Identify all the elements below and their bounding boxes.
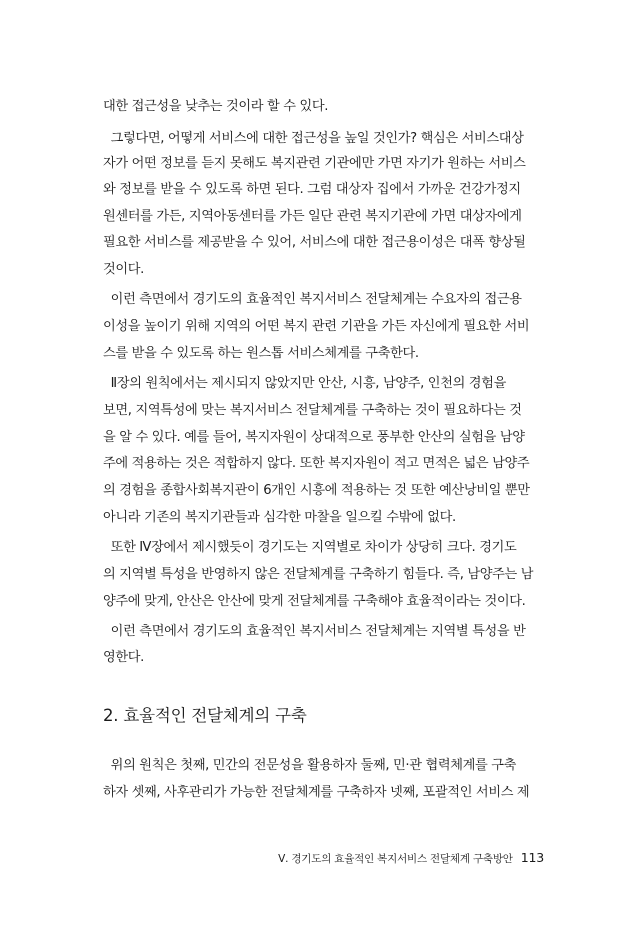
body-line-3: 자가 어떤 정보를 듣지 못해도 복지관련 기관에만 가면 자기가 원하는 서비스 xyxy=(103,156,526,171)
body-line-18: 의 지역별 특성을 반영하지 않은 전달체계를 구축하기 힘들다. 즉, 남양주는 남 xyxy=(103,567,534,582)
body-line-8: 이런 측면에서 경기도의 효율적인 복지서비스 전달체계는 수요자의 접근용 xyxy=(103,292,522,307)
body-line-9: 이성을 높이기 위해 지역의 어떤 복지 관련 기관을 가든 자신에게 필요한 서비 xyxy=(103,319,530,334)
body-line-11: Ⅱ장의 원칙에서는 제시되지 않았지만 안산, 시흥, 남양주, 인천의 경험을 xyxy=(103,376,506,391)
section-line-2: 하자 셋째, 사후관리가 가능한 전달체계를 구축하자 넷째, 포괄적인 서비스 제 xyxy=(103,785,530,800)
body-line-20: 이런 측면에서 경기도의 효율적인 복지서비스 전달체계는 지역별 특성을 반 xyxy=(103,624,526,639)
page-number: 113 xyxy=(520,850,544,865)
body-line-6: 필요한 서비스를 제공받을 수 있어, 서비스에 대한 접근용이성은 대폭 향상될 xyxy=(103,235,526,250)
body-line-10: 스를 받을 수 있도록 하는 원스톱 서비스체계를 구축한다. xyxy=(103,346,419,361)
body-line-13: 을 알 수 있다. 예를 들어, 복지자원이 상대적으로 풍부한 안산의 실험을 남양 xyxy=(103,430,525,445)
body-line-4: 와 정보를 받을 수 있도록 하면 된다. 그럼 대상자 집에서 가까운 건강가정지 xyxy=(103,182,521,197)
body-line-5: 원센터를 가든, 지역아동센터를 가든 일단 관련 복지기관에 가면 대상자에게 xyxy=(103,209,522,224)
body-line-17: 또한 Ⅳ장에서 제시했듯이 경기도는 지역별로 차이가 상당히 크다. 경기도 xyxy=(103,540,517,555)
body-line-15: 의 경험을 종합사회복지관이 6개인 시흥에 적용하는 것 또한 예산낭비일 뿐만 xyxy=(103,483,530,498)
body-line-7: 것이다. xyxy=(103,262,145,277)
body-line-1: 대한 접근성을 낮추는 것이라 할 수 있다. xyxy=(103,99,329,114)
body-line-19: 양주에 맞게, 안산은 안산에 맞게 전달체계를 구축해야 효율적이라는 것이다. xyxy=(103,594,526,609)
page-footer xyxy=(278,851,544,866)
body-line-16: 아니라 기존의 복지기관들과 심각한 마찰을 일으킬 수밖에 없다. xyxy=(103,510,456,525)
body-line-12: 보면, 지역특성에 맞는 복지서비스 전달체계를 구축하는 것이 필요하다는 것 xyxy=(103,403,522,418)
body-line-14: 주에 적용하는 것은 적합하지 않다. 또한 복지자원이 적고 면적은 넓은 남양주 xyxy=(103,456,530,471)
running-title: Ⅴ. 경기도의 효율적인 복지서비스 전달체계 구축방안 xyxy=(278,853,513,865)
body-line-2: 그렇다면, 어떻게 서비스에 대한 접근성을 높일 것인가? 핵심은 서비스대상 xyxy=(103,131,524,146)
body-line-21: 영한다. xyxy=(103,650,145,665)
section-line-1: 위의 원칙은 첫째, 민간의 전문성을 활용하자 둘째, 민·관 협력체계를 구축 xyxy=(103,758,517,773)
section-heading: 2. 효율적인 전달체계의 구축 xyxy=(103,706,307,725)
